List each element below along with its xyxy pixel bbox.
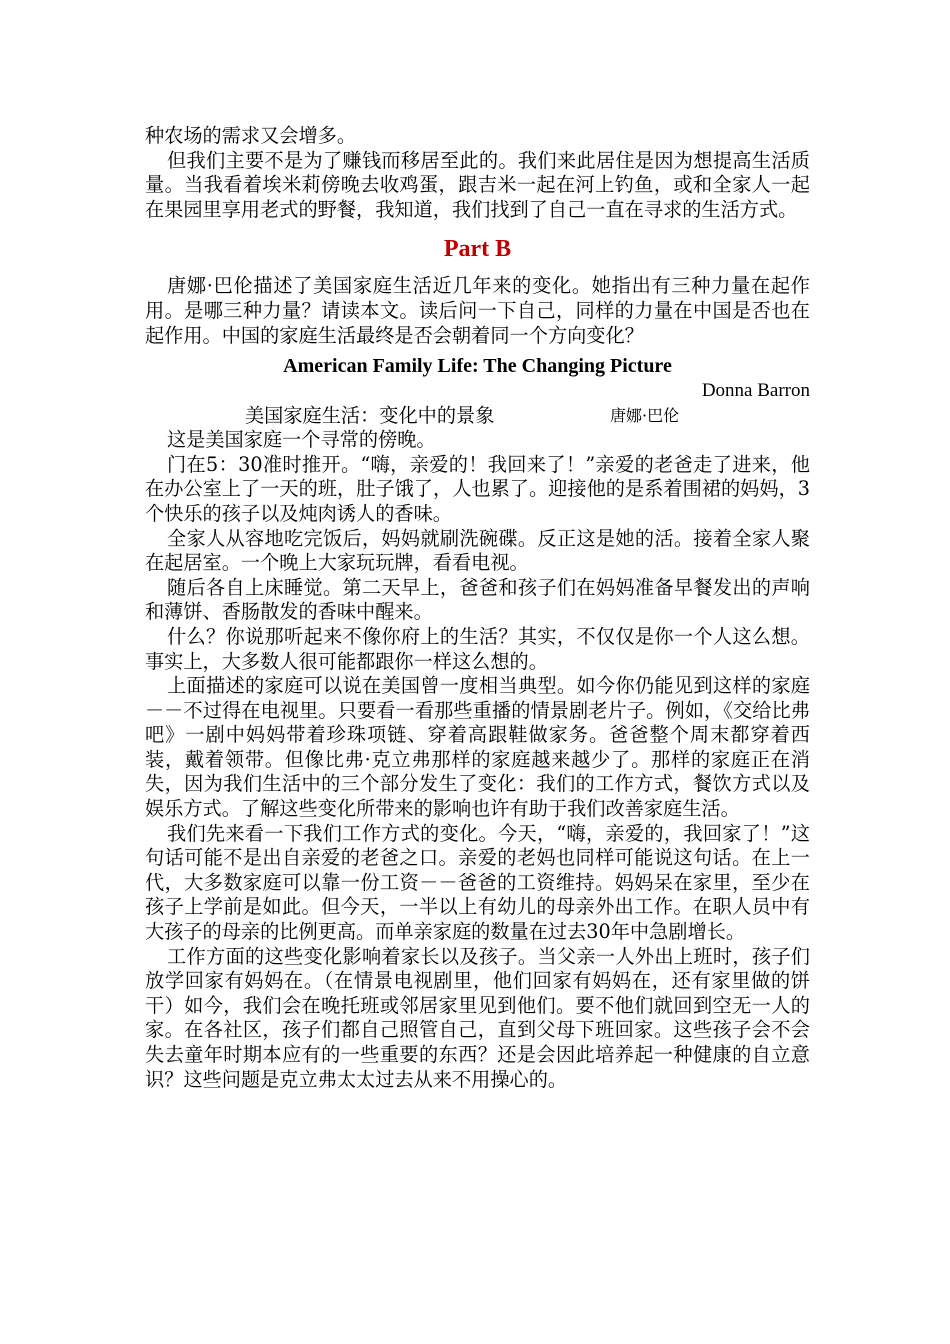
document-page bbox=[145, 124, 810, 1092]
intro-paragraph-2: 但我们主要不是为了赚钱而移居至此的。我们来此居住是因为想提高生活质量。当我看着埃米莉傍晚去收鸡蛋，跟吉米一起在河上钓鱼，或和全家人一起在果园里享用老式的野餐，我知道，我们找到了自己一直在寻求的生活方式。 bbox=[145, 148, 810, 221]
article-english-title: American Family Life: The Changing Picture bbox=[283, 355, 672, 378]
part-b-instructions: 唐娜·巴伦描述了美国家庭生活近几年来的变化。她指出有三种力量在起作用。是哪三种力量？请读本文。读后问一下自己，同样的力量在中国是否也在起作用。中国的家庭生活最终是否会朝着同一个方向变化？ bbox=[145, 274, 810, 347]
part-b-heading: Part B bbox=[443, 236, 512, 263]
article-paragraph-6: 上面描述的家庭可以说在美国曾一度相当典型。如今你仍能见到这样的家庭－－不过得在电视里。只要看一看那些重播的情景剧老片子。例如，《交给比弗吧》一剧中妈妈带着珍珠项链、穿着高跟鞋做家务。爸爸整个周末都穿着西装，戴着领带。但像比弗·克立弗那样的家庭越来越少了。那样的家庭正在消失，因为我们生活中的三个部分发生了变化：我们的工作方式，餐饮方式以及娱乐方式。了解这些变化所带来的影响也许有助于我们改善家庭生活。 bbox=[145, 674, 810, 821]
article-chinese-author: 唐娜·巴伦 bbox=[610, 406, 680, 426]
article-paragraph-8: 工作方面的这些变化影响着家长以及孩子。当父亲一人外出上班时，孩子们放学回家有妈妈在。（在情景电视剧里，他们回家有妈妈在，还有家里做的饼干）如今，我们会在晚托班或邻居家里见到他们。要不他们就回到空无一人的家。在各社区，孩子们都自己照管自己，直到父母下班回家。这些孩子会不会失去童年时期本应有的一些重要的东西？还是会因此培养起一种健康的自立意识？这些问题是克立弗太太过去从来不用操心的。 bbox=[145, 944, 810, 1091]
article-chinese-title: 美国家庭生活：变化中的景象 bbox=[245, 404, 495, 428]
article-paragraph-2: 门在5：30准时推开。“嗨，亲爱的！我回来了！”亲爱的老爸走了进来，他在办公室上了一天的班，肚子饿了，人也累了。迎接他的是系着围裙的妈妈，3个快乐的孩子以及炖肉诱人的香味。 bbox=[145, 452, 810, 525]
intro-paragraph-1: 种农场的需求又会增多。 bbox=[145, 124, 357, 147]
article-paragraph-5: 什么？你说那听起来不像你府上的生活？其实，不仅仅是你一个人这么想。事实上，大多数人很可能都跟你一样这么想的。 bbox=[145, 624, 810, 673]
article-english-author: Donna Barron bbox=[701, 380, 810, 402]
article-paragraph-4: 随后各自上床睡觉。第二天早上，爸爸和孩子们在妈妈准备早餐发出的声响和薄饼、香肠散发的香味中醒来。 bbox=[145, 575, 810, 624]
article-paragraph-3: 全家人从容地吃完饭后，妈妈就刷洗碗碟。反正这是她的活。接着全家人聚在起居室。一个晚上大家玩玩牌，看看电视。 bbox=[145, 526, 810, 575]
article-paragraph-7: 我们先来看一下我们工作方式的变化。今天，“嗨，亲爱的，我回家了！”这句话可能不是出自亲爱的老爸之口。亲爱的老妈也同样可能说这句话。在上一代，大多数家庭可以靠一份工资－－爸爸的工资维持。妈妈呆在家里，至少在孩子上学前是如此。但今天，一半以上有幼儿的母亲外出工作。在职人员中有大孩子的母亲的比例更高。而单亲家庭的数量在过去30年中急剧增长。 bbox=[145, 821, 810, 944]
article-paragraph-1: 这是美国家庭一个寻常的傍晚。 bbox=[167, 428, 436, 452]
article-chinese-title-row bbox=[145, 403, 810, 428]
